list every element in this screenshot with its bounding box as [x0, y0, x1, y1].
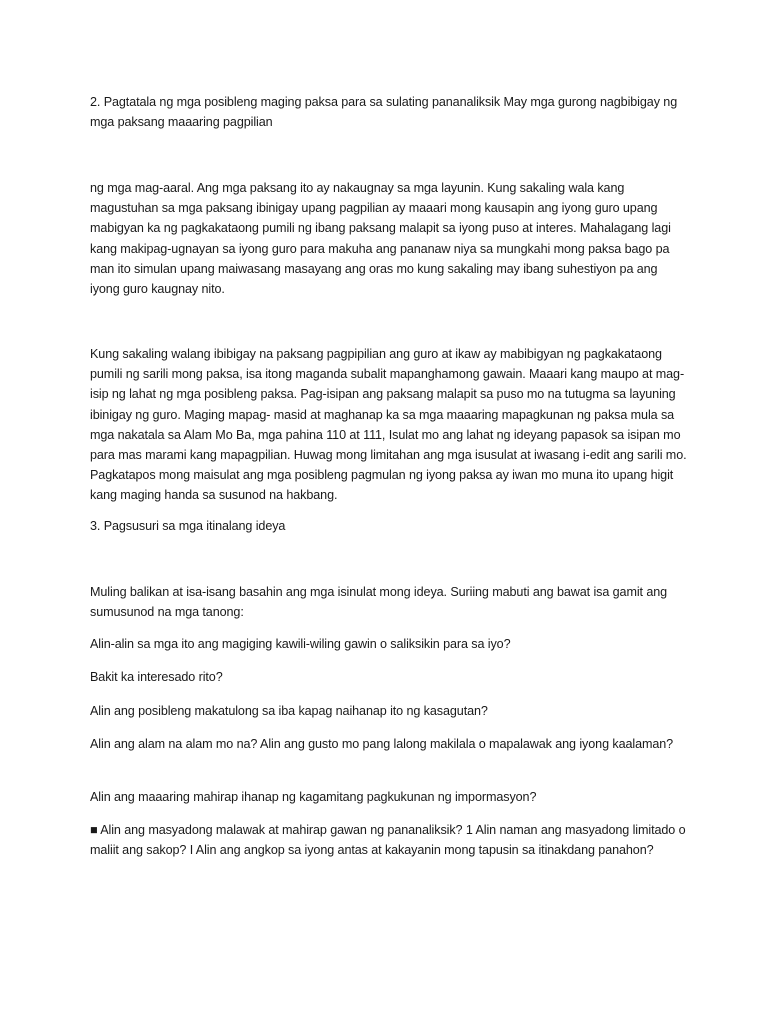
paragraph-review-ideas: Muling balikan at isa-isang basahin ang mga isinulat mong ideya. Suriing mabuti ang bawat isa gamit ang sumusunod na mga tanong: [90, 585, 668, 620]
question-scope: ■ Alin ang masyadong malawak at mahirap gawan ng pananaliksik? 1 Alin naman ang masyadong limitado o maliit ang sakop? I Alin ang angkop sa iyong antas at kakayanin mong tapusin sa itinakdang panahon? [90, 823, 686, 858]
question-known: Alin ang alam na alam mo na? Alin ang gusto mo pang lalong makilala o mapalawak ang iyong kaalaman? [90, 737, 674, 751]
paragraph-step-2-heading: 2. Pagtatala ng mga posibleng maging paksa para sa sulating pananaliksik May mga gurong nagbibigay ng mga paksang maaaring pagpilian [90, 95, 678, 130]
paragraph-step-3-heading: 3. Pagsusuri sa mga itinalang ideya [90, 519, 286, 533]
question-helpful: Alin ang posibleng makatulong sa iba kapag naihanap ito ng kasagutan? [90, 704, 488, 718]
question-hard-sources: Alin ang maaaring mahirap ihanap ng kagamitang pagkukunan ng impormasyon? [90, 790, 537, 804]
paragraph-topic-consultation: ng mga mag-aaral. Ang mga paksang ito ay nakaugnay sa mga layunin. Kung sakaling wala kang magustuhan sa mga paksang ibinigay upang pagpilian ay maaari mong kausapin ang iyong guro upang mabigyan ka ng pagkakataong pumili ng ibang paksang malapit sa iyong puso at interes. Mahalagang lagi kang makipag-ugnayan sa iyong guro para makuha ang pananaw niya sa mungkahi mong paksa bago pa man ito simulan upang maiwasang masayang ang oras mo kung sakaling may ibang suhestiyon pa ang iyong guro kaugnay nito. [90, 181, 671, 297]
question-why-interested: Bakit ka interesado rito? [90, 670, 223, 684]
question-interesting: Alin-alin sa mga ito ang magiging kawili-wiling gawin o saliksikin para sa iyo? [90, 637, 511, 651]
paragraph-own-topic-choice: Kung sakaling walang ibibigay na paksang pagpipilian ang guro at ikaw ay mabibigyan ng pagkakataong pumili ng sarili mong paksa, isa itong maganda subalit mapanghamong gawain. Maaari kang maupo at mag-isip ng lahat ng mga posibleng paksa. Pag-isipan ang paksang malapit sa puso mo na tutugma sa layuning ibinigay ng guro. Maging mapag- masid at maghanap ka sa mga maaaring mapagkunan ng paksa mula sa mga nakatala sa Alam Mo Ba, mga pahina 110 at 111, Isulat mo ang lahat ng ideyang papasok sa isipan mo para mas marami kang mapagpilian. Huwag mong limitahan ang mga isusulat at iwasang i-edit ang sarili mo. Pagkatapos mong maisulat ang mga posibleng pagmulan ng iyong paksa ay iwan mo muna ito upang higit kang maging handa sa susunod na hakbang. [90, 347, 687, 503]
